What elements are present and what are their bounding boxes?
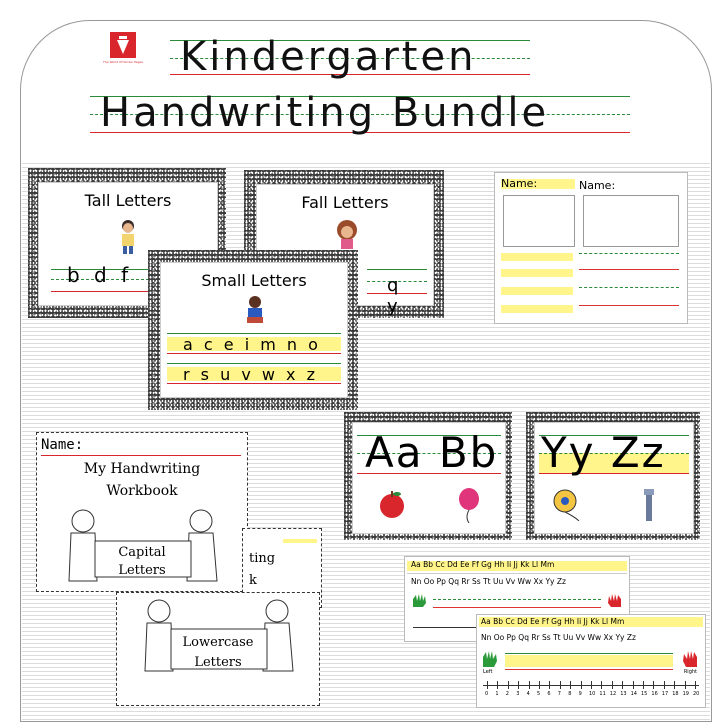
number-tick [653,681,654,689]
number-label: 14 [630,691,637,697]
banner-lowercase-1: Lowercase [182,635,254,650]
number-tick [518,681,519,689]
number-tick [685,681,686,689]
number-label: 6 [547,691,551,697]
alphabet-card-yz-letters: Yy Zz [541,428,666,477]
number-tick [560,681,561,689]
worksheet-name-label-1: Name: [501,177,538,190]
number-tick [601,681,602,689]
number-tick [529,681,530,689]
left-hand-icon-2 [481,649,501,669]
desk-strip-1-row-1: Aa Bb Cc Dd Ee Ff Gg Hh Ii Jj Kk Ll Mm [411,560,555,569]
number-tick [622,681,623,689]
number-tick [664,681,665,689]
alphabet-card-yz [526,412,700,540]
worksheet-name-label-2: Name: [579,179,616,192]
number-label: 8 [568,691,572,697]
number-tick [695,681,696,689]
fall-letters-title: Fall Letters [301,193,389,212]
number-label: 7 [557,691,561,697]
workbook-cover-capital [36,432,248,592]
number-label: 1 [495,691,499,697]
number-line [483,681,699,703]
yoyo-icon [551,487,581,521]
desk-strip-1-row-2: Nn Oo Pp Qq Rr Ss Tt Uu Vv Ww Xx Yy Zz [411,577,566,586]
child-illustration-icon [117,219,139,255]
workbook-title-1: My Handwriting [83,461,201,477]
right-hand-icon [605,593,623,609]
tall-letters-title: Tall Letters [84,191,172,210]
small-letters-row-2: r s u v w x z [183,365,318,384]
title-line-1: Kindergarten [180,34,477,80]
logo-caption: The World Of Kinder Pages [103,60,143,64]
number-label: 19 [682,691,689,697]
number-label: 10 [589,691,596,697]
title-block [90,28,630,138]
number-tick [549,681,550,689]
number-tick [581,681,582,689]
banner-capital-2: Letters [118,563,166,578]
number-label: 20 [693,691,700,697]
desk-strip-2-row-1: Aa Bb Cc Dd Ee Ff Gg Hh Ii Jj Kk Ll Mm [481,617,625,626]
partial-text-1: ting [249,551,276,566]
fall-letters-row: q y [387,275,411,317]
number-label: 2 [505,691,509,697]
number-label: 5 [537,691,541,697]
partial-text-2: k [249,573,257,588]
right-label: Right [683,669,697,675]
number-label: 12 [609,691,617,697]
balloon-icon [457,487,481,523]
number-tick [497,681,498,689]
workbook-name-label: Name: [41,437,84,453]
desk-strip-2-row-2: Nn Oo Pp Qq Rr Ss Tt Uu Vv Ww Xx Yy Zz [481,633,636,642]
alphabet-card-ab-letters: Aa Bb [365,428,499,477]
small-letters-poster [148,250,358,410]
number-label: 15 [641,691,648,697]
number-label: 4 [526,691,530,697]
number-label: 17 [661,691,669,697]
boy-reading-icon [245,295,265,325]
number-tick [570,681,571,689]
number-tick [612,681,613,689]
girl-illustration-icon [335,219,359,249]
banner-capital-1: Capital [118,545,166,560]
alphabet-card-ab [344,412,512,540]
number-label: 0 [485,691,489,697]
desk-strip-2 [476,614,706,708]
number-tick [591,681,592,689]
number-label: 13 [620,691,627,697]
number-tick [487,681,488,689]
small-letters-title: Small Letters [201,271,307,290]
workbook-cover-lowercase [116,592,320,706]
number-tick [539,681,540,689]
left-label: Left [483,669,493,675]
title-line-2: Handwriting Bundle [100,90,550,136]
number-tick [674,681,675,689]
number-label: 3 [516,691,520,697]
apple-icon [377,489,407,519]
number-tick [508,681,509,689]
name-worksheet [494,172,688,324]
left-hand-icon [411,593,429,609]
right-hand-icon-2 [679,649,699,669]
workbook-title-2: Workbook [106,483,178,499]
zipper-icon [639,487,659,523]
banner-lowercase-2: Letters [194,655,242,670]
number-label: 11 [599,691,606,697]
number-tick [633,681,634,689]
number-label: 16 [651,691,658,697]
small-letters-row-1: a c e i m n o [183,335,321,354]
number-label: 18 [672,691,679,697]
tall-letters-row: b d f [67,263,133,287]
number-tick [643,681,644,689]
number-label: 9 [578,691,582,697]
